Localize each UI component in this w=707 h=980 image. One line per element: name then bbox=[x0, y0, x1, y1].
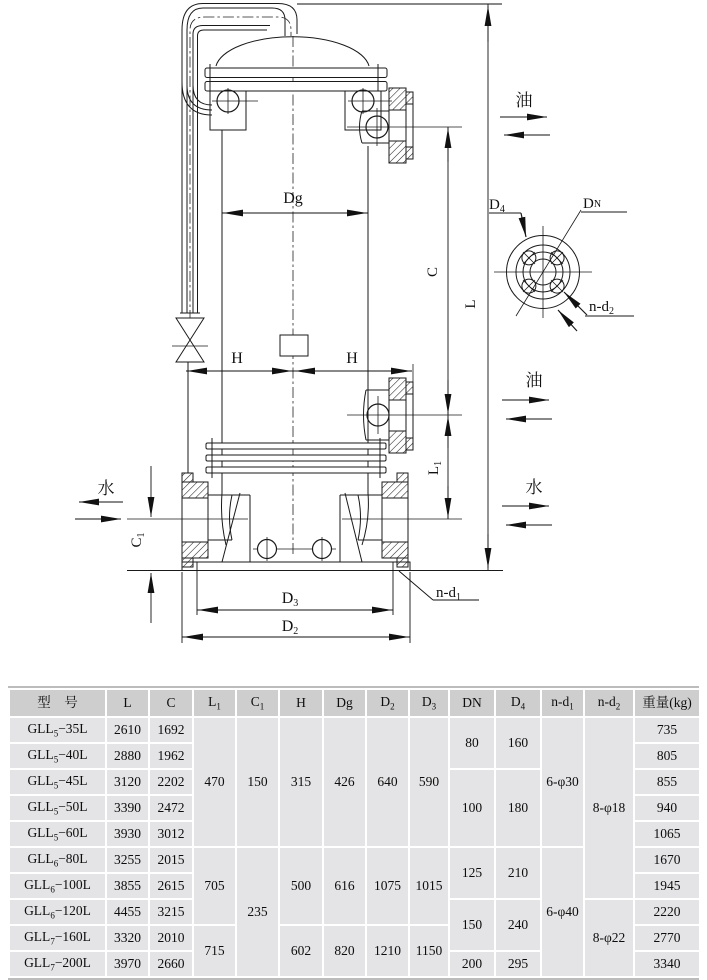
table-cell: 1210 bbox=[366, 925, 409, 977]
table-cell: 1075 bbox=[366, 847, 409, 925]
table-cell: 210 bbox=[495, 847, 541, 899]
column-header: C bbox=[149, 689, 193, 717]
table-cell: 200 bbox=[449, 951, 495, 977]
spec-table-wrapper bbox=[8, 686, 699, 980]
column-header: DN bbox=[449, 689, 495, 717]
table-cell: 820 bbox=[323, 925, 366, 977]
table-cell: 602 bbox=[279, 925, 323, 977]
dome-head bbox=[216, 37, 369, 66]
dim-label-d2: D2 bbox=[281, 618, 299, 637]
flow-label-water-right: 水 bbox=[525, 478, 543, 497]
table-cell: $GLL_6-80L$ bbox=[9, 847, 106, 873]
table-cell: 2880 bbox=[106, 743, 149, 769]
table-cell: 940 bbox=[634, 795, 700, 821]
table-cell: 2015 bbox=[149, 847, 193, 873]
flow-label-oil-top: 油 bbox=[515, 91, 533, 110]
dim-label-nd1: $n-d_1$ bbox=[436, 585, 461, 603]
column-header: $D_2$ bbox=[366, 689, 409, 717]
table-cell: $GLL_5-35L$ bbox=[9, 717, 106, 743]
table-cell: $GLL_5-40L$ bbox=[9, 743, 106, 769]
table-cell: 2472 bbox=[149, 795, 193, 821]
table-cell: $GLL_7-160L$ bbox=[9, 925, 106, 951]
lifting-lug-left bbox=[210, 88, 258, 130]
dim-label-dg: Dg bbox=[283, 190, 303, 207]
table-cell: 2770 bbox=[634, 925, 700, 951]
table-cell: 3340 bbox=[634, 951, 700, 977]
table-cell: 715 bbox=[193, 925, 236, 977]
table-cell: 80 bbox=[449, 717, 495, 769]
table-cell: $GLL_5-50L$ bbox=[9, 795, 106, 821]
table-cell: 500 bbox=[279, 847, 323, 925]
column-header: $C_1$ bbox=[236, 689, 279, 717]
column-header: L bbox=[106, 689, 149, 717]
detail-label-nd2: $n-d_2$ bbox=[589, 299, 614, 317]
table-cell: 1670 bbox=[634, 847, 700, 873]
table-cell: 160 bbox=[495, 717, 541, 769]
table-cell: 1065 bbox=[634, 821, 700, 847]
spec-table bbox=[8, 688, 701, 978]
column-header: Dg bbox=[323, 689, 366, 717]
table-cell: 3855 bbox=[106, 873, 149, 899]
table-cell: 295 bbox=[495, 951, 541, 977]
table-cell: $GLL_5-45L$ bbox=[9, 769, 106, 795]
table-cell: 1945 bbox=[634, 873, 700, 899]
column-header: $D_4$ bbox=[495, 689, 541, 717]
table-cell: 180 bbox=[495, 769, 541, 847]
column-header: $L_1$ bbox=[193, 689, 236, 717]
table-cell: 235 bbox=[236, 847, 279, 977]
dim-label-l1: $L_1$ bbox=[426, 460, 444, 476]
lower-oil-nozzle bbox=[347, 364, 462, 453]
table-cell: 3970 bbox=[106, 951, 149, 977]
table-cell: $GLL_6-100L$ bbox=[9, 873, 106, 899]
table-cell: 3012 bbox=[149, 821, 193, 847]
dim-label-c: C bbox=[425, 266, 441, 278]
dim-label-h-left: H bbox=[231, 350, 243, 367]
table-cell: 150 bbox=[236, 717, 279, 847]
table-cell: 2610 bbox=[106, 717, 149, 743]
detail-label-dn: DN bbox=[583, 196, 602, 212]
column-header: H bbox=[279, 689, 323, 717]
table-cell: 2615 bbox=[149, 873, 193, 899]
table-cell: 8-φ22 bbox=[584, 899, 634, 977]
table-cell: $GLL_5-60L$ bbox=[9, 821, 106, 847]
table-cell: 3215 bbox=[149, 899, 193, 925]
flow-arrows bbox=[75, 117, 552, 525]
table-cell: 3255 bbox=[106, 847, 149, 873]
table-cell: 616 bbox=[323, 847, 366, 925]
table-cell: 3320 bbox=[106, 925, 149, 951]
table-cell: 2010 bbox=[149, 925, 193, 951]
table-cell: 6-φ40 bbox=[541, 847, 584, 977]
table-cell: 3390 bbox=[106, 795, 149, 821]
water-nozzle-left bbox=[127, 473, 248, 567]
detail-label-d4: $D_4$ bbox=[489, 197, 505, 215]
table-cell: 100 bbox=[449, 769, 495, 847]
table-header-row bbox=[9, 689, 700, 717]
table-cell: 855 bbox=[634, 769, 700, 795]
flow-label-oil-mid: 油 bbox=[525, 371, 543, 390]
dim-label-c1: $C_1$ bbox=[129, 532, 147, 548]
table-cell: 315 bbox=[279, 717, 323, 847]
table-cell: 3930 bbox=[106, 821, 149, 847]
table-cell: 2202 bbox=[149, 769, 193, 795]
table-cell: $GLL_7-200L$ bbox=[9, 951, 106, 977]
dim-label-l: L bbox=[463, 299, 479, 309]
table-cell: $GLL_6-120L$ bbox=[9, 899, 106, 925]
column-header: 重量(kg) bbox=[634, 689, 700, 717]
table-cell: 8-φ18 bbox=[584, 717, 634, 899]
lifting-lug-right bbox=[345, 88, 392, 130]
table-cell: 3120 bbox=[106, 769, 149, 795]
table-cell: 640 bbox=[366, 717, 409, 847]
table-cell: 590 bbox=[409, 717, 449, 847]
column-header: $D_3$ bbox=[409, 689, 449, 717]
table-cell: 1962 bbox=[149, 743, 193, 769]
table-cell: 735 bbox=[634, 717, 700, 743]
table-cell: 6-φ30 bbox=[541, 717, 584, 847]
table-row bbox=[9, 717, 700, 743]
column-header: $n-d_1$ bbox=[541, 689, 584, 717]
dim-label-d3: D3 bbox=[281, 590, 299, 609]
table-cell: 4455 bbox=[106, 899, 149, 925]
table-cell: 2660 bbox=[149, 951, 193, 977]
table-cell: 470 bbox=[193, 717, 236, 847]
table-cell: 2220 bbox=[634, 899, 700, 925]
table-cell: 125 bbox=[449, 847, 495, 899]
table-cell: 1692 bbox=[149, 717, 193, 743]
column-header: $n-d_2$ bbox=[584, 689, 634, 717]
flow-label-water-left: 水 bbox=[97, 479, 115, 498]
table-cell: 240 bbox=[495, 899, 541, 951]
table-cell: 426 bbox=[323, 717, 366, 847]
table-cell: 705 bbox=[193, 847, 236, 925]
column-header: 型 号 bbox=[9, 689, 106, 717]
table-cell: 1015 bbox=[409, 847, 449, 925]
table-cell: 1150 bbox=[409, 925, 449, 977]
drain-valve bbox=[172, 313, 208, 473]
dim-label-h-right: H bbox=[346, 350, 358, 367]
table-cell: 150 bbox=[449, 899, 495, 951]
left-pipe bbox=[182, 4, 297, 314]
nameplate bbox=[280, 335, 308, 356]
table-cell: 805 bbox=[634, 743, 700, 769]
